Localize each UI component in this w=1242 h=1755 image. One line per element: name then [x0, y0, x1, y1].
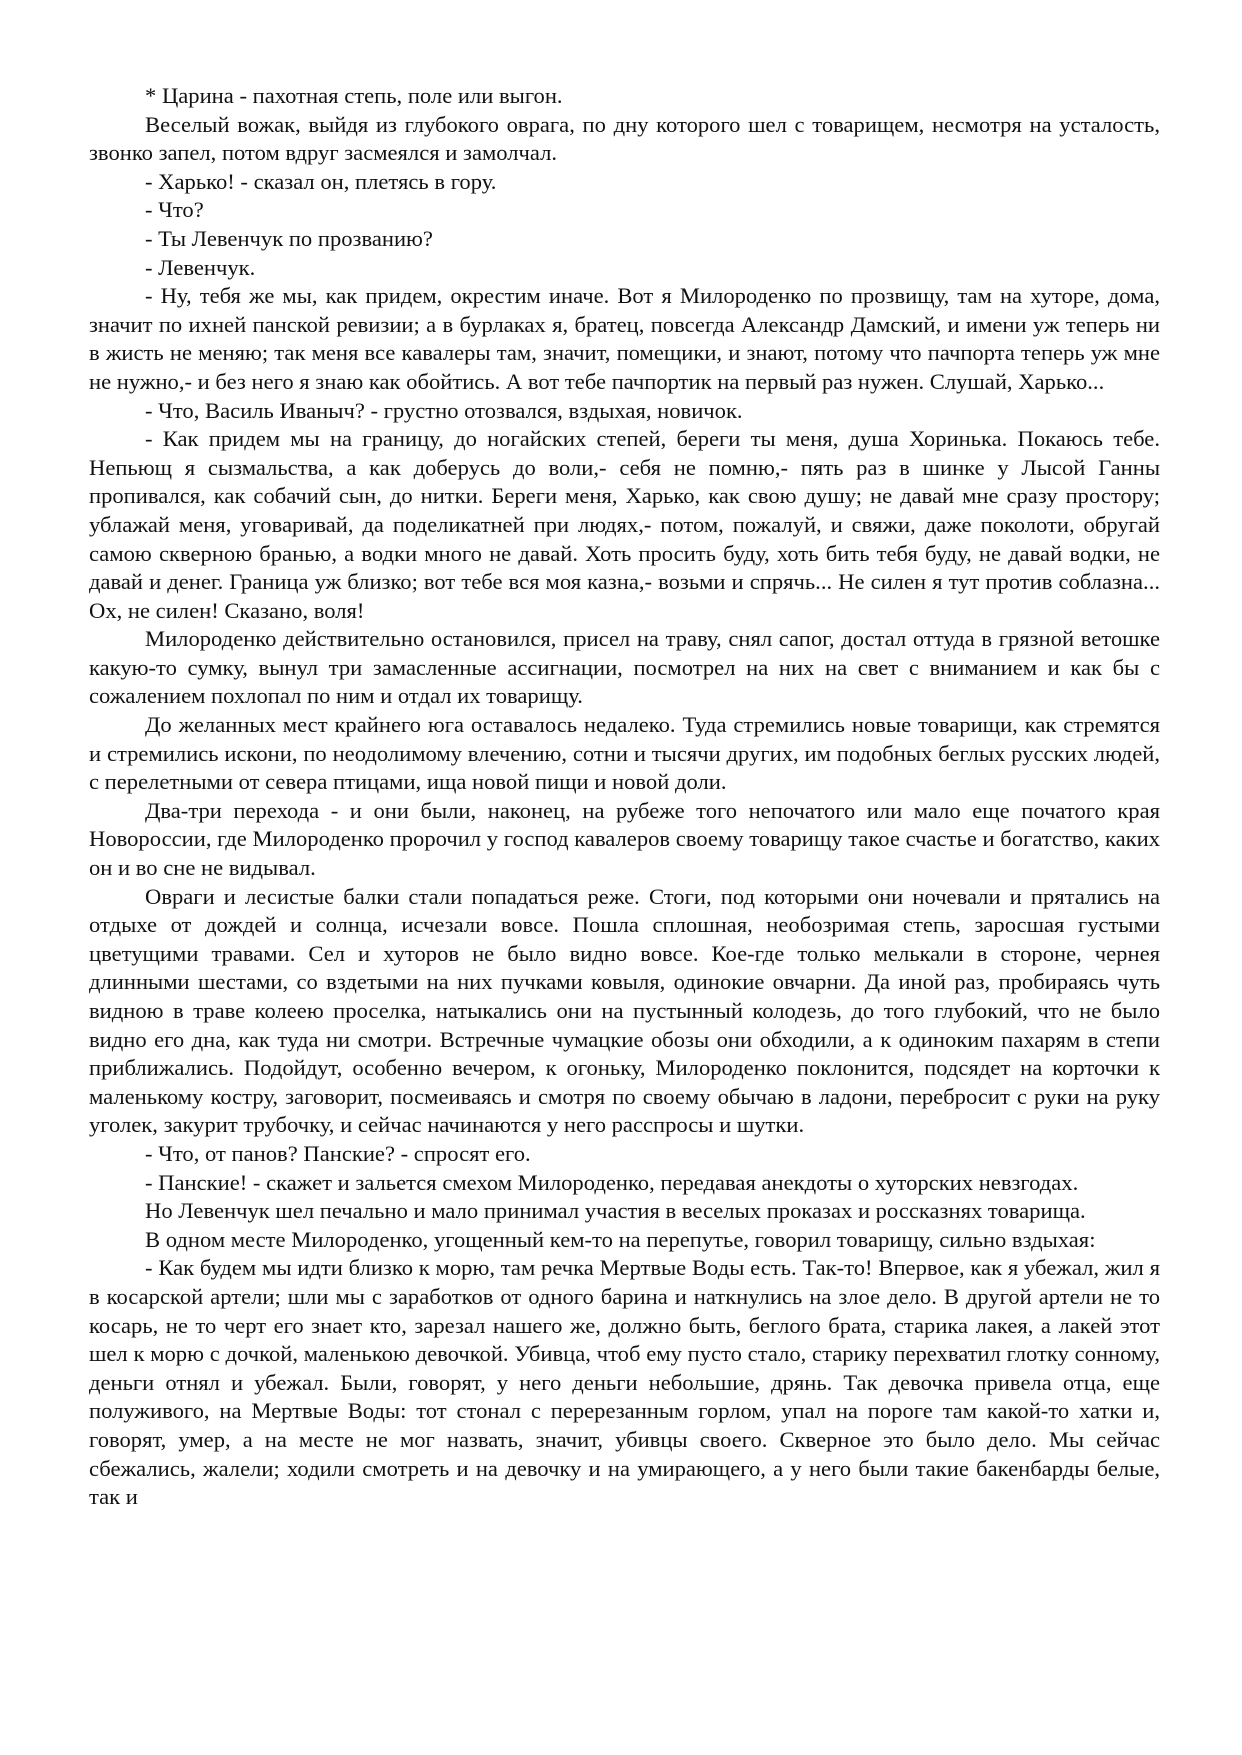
- dialogue-line: - Как будем мы идти близко к морю, там речка Мертвые Воды есть. Так-то! Впервое, как я убежал, жил я в косарской артели; шли мы с заработков от одного барина и наткнулись на злое дело. В другой артели не то косарь, не то черт его знает кто, зарезал нашего же, должно быть, беглого брата, старика лакея, а лакей этот шел к морю с дочкой, маленькою девочкой. Убивца, чтоб ему пусто стало, старику перехватил глотку сонному, деньги отнял и убежал. Были, говорят, у него деньги небольшие, дрянь. Так девочка привела отца, еще полуживого, на Мертвые Воды: тот стонал с перерезанным горлом, упал на пороге там какой-то хатки и, говорят, умер, а на месте не мог назвать, значит, убивцы своего. Скверное это было дело. Мы сейчас сбежались, жалели; ходили смотреть и на девочку и на умирающего, а у него были такие бакенбарды белые, так и: [89, 1255, 1160, 1510]
- dialogue-line: - Как придем мы на границу, до ногайских степей, береги ты меня, душа Хоринька. Покаюсь тебе. Непьющ я сызмальства, а как доберусь до воли,- себя не помню,- пять раз в шинке у Лысой Ганны пропивался, как собачий сын, до нитки. Береги меня, Харько, как свою душу; не давай мне сразу простору; ублажай меня, уговаривай, да поделикатней при людях,- потом, пожалуй, и свяжи, даже поколоти, обругай самою скверною бранью, а водки много не давай. Хоть просить буду, хоть бить тебя буду, не давай водки, не давай и денег. Граница уж близко; вот тебе вся моя казна,- возьми и спрячь... Не силен я тут против соблазна... Ох, не силен! Сказано, воля!: [89, 426, 1160, 623]
- paragraph: Два-три перехода - и они были, наконец, на рубеже того непочатого или мало еще початого края Новороссии, где Милороденко пророчил у господ кавалеров своему товарищу такое счастье и богатство, каких он и во сне не видывал.: [89, 797, 1160, 881]
- paragraph: Милороденко действительно остановился, присел на траву, снял сапог, достал оттуда в грязной ветошке какую-то сумку, вынул три замасленные ассигнации, посмотрел на них на свет с вниманием и как бы с сожалением похлопал по ним и отдал их товарищу.: [89, 626, 1160, 709]
- paragraph: Веселый вожак, выйдя из глубокого оврага, по дну которого шел с товарищем, несмотря на усталость, звонко запел, потом вдруг засмеялся и замолчал.: [89, 111, 1160, 166]
- dialogue-line: - Панские! - скажет и зальется смехом Милороденко, передавая анекдоты о хуторских невзгодах.: [145, 1169, 1079, 1195]
- dialogue-line: - Что, от панов? Панские? - спросят его.: [145, 1140, 531, 1166]
- page-text: [89, 82, 1160, 1512]
- dialogue-line: - Ну, тебя же мы, как придем, окрестим иначе. Вот я Милороденко по прозвищу, там на хуторе, дома, значит по ихней панской ревизии; а в бурлаках я, братец, повсегда Александр Дамский, и имени уж теперь ни в жисть не меняю; так меня все кавалеры там, значит, помещики, и знают, потому что пачпорта теперь уж мне не нужно,- и без него я знаю как обойтись. А вот тебе пачпортик на первый раз нужен. Слушай, Харько...: [89, 283, 1160, 394]
- paragraph: Овраги и лесистые балки стали попадаться реже. Стоги, под которыми они ночевали и прятались на отдыхе от дождей и солнца, исчезали вовсе. Пошла сплошная, необозримая степь, заросшая густыми цветущими травами. Сел и хуторов не было видно вовсе. Кое-где только мелькали в стороне, чернея длинными шестами, со вздетыми на них пучками ковыля, одинокие овчарни. Да иной раз, пробираясь чуть видною в траве колеею проселка, натыкались они на пустынный колодезь, до того глубокий, что не было видно его дна, как туда ни смотри. Встречные чумацкие обозы они обходили, а к одиноким пахарям в степи приближались. Подойдут, особенно вечером, к огоньку, Милороденко поклонится, подсядет на корточки к маленькому костру, заговорит, посмеиваясь и смотря по своему обычаю в ладони, перебросит с руки на руку уголек, закурит трубочку, и сейчас начинаются у него расспросы и шутки.: [89, 883, 1160, 1138]
- dialogue-line: - Что, Василь Иваныч? - грустно отозвался, вздыхая, новичок.: [145, 397, 743, 423]
- dialogue-line: - Левенчук.: [145, 254, 256, 280]
- dialogue-line: - Ты Левенчук по прозванию?: [145, 225, 433, 251]
- dialogue-line: - Что?: [145, 197, 204, 223]
- paragraph: Но Левенчук шел печально и мало принимал участия в веселых проказах и россказнях товарища.: [145, 1198, 1086, 1224]
- dialogue-line: - Харько! - сказал он, плетясь в гору.: [145, 168, 497, 194]
- paragraph: До желанных мест крайнего юга оставалось недалеко. Туда стремились новые товарищи, как стремятся и стремились искони, по неодолимому влечению, сотни и тысячи других, им подобных беглых русских людей, с перелетными от севера птицами, ища новой пищи и новой доли.: [89, 712, 1160, 795]
- paragraph: В одном месте Милороденко, угощенный кем-то на перепутье, говорил товарищу, сильно вздыхая:: [145, 1226, 1096, 1252]
- footnote-paragraph: * Царина - пахотная степь, поле или выгон.: [145, 83, 563, 108]
